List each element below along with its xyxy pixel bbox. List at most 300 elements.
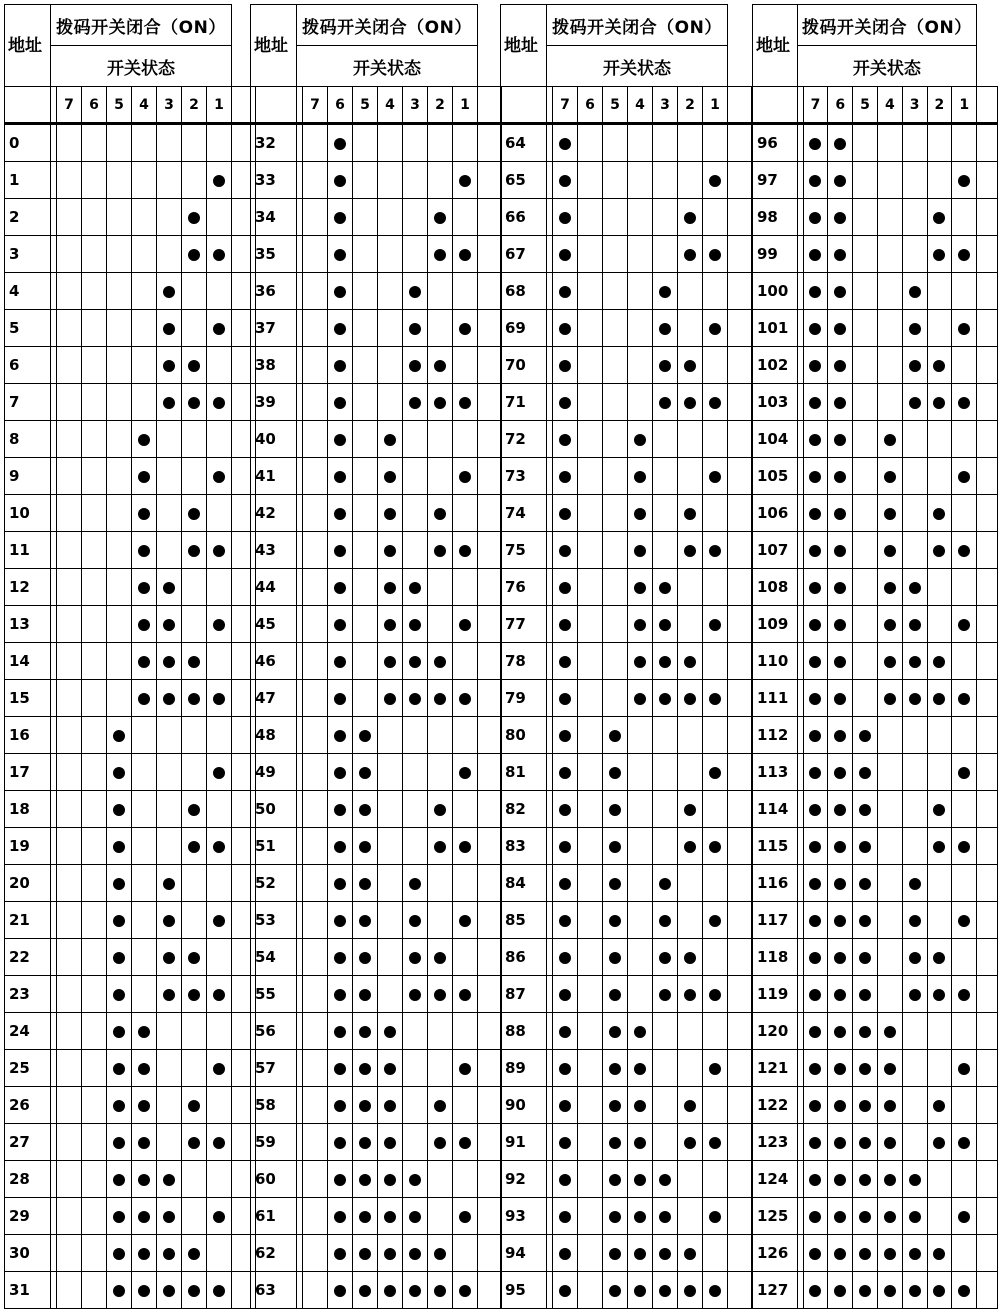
address-cell: 26: [5, 1087, 51, 1124]
switch-on-dot: [163, 1285, 175, 1297]
switch-cell: [207, 939, 232, 976]
switch-cell: [653, 1272, 678, 1309]
switch-on-dot: [634, 1248, 646, 1260]
switch-cell: [303, 199, 328, 236]
spacer-cell: [478, 5, 502, 87]
address-cell: 124: [753, 1161, 798, 1198]
switch-cell: [157, 976, 182, 1013]
switch-cell: [853, 124, 878, 162]
switch-cell: [553, 680, 578, 717]
switch-cell: [678, 310, 703, 347]
dip-table: [752, 4, 998, 1309]
switch-on-dot: [834, 841, 846, 853]
switch-on-dot: [834, 249, 846, 261]
address-cell: 103: [753, 384, 798, 421]
dip-table: [4, 4, 256, 1309]
switch-on-dot: [809, 286, 821, 298]
switch-on-dot: [409, 1285, 421, 1297]
switch-cell: [328, 162, 353, 199]
switch-cell: [653, 310, 678, 347]
switch-on-dot: [113, 915, 125, 927]
switch-cell: [653, 902, 678, 939]
switch-on-dot: [459, 175, 471, 187]
switch-cell: [182, 1013, 207, 1050]
switch-on-dot: [384, 1248, 396, 1260]
switch-cell: [952, 680, 977, 717]
switch-on-dot: [958, 323, 970, 335]
switch-cell: [678, 347, 703, 384]
switch-cell: [952, 495, 977, 532]
switch-on-dot: [163, 360, 175, 372]
address-cell: 102: [753, 347, 798, 384]
spacer-cell: [478, 347, 502, 384]
switch-cell: [403, 532, 428, 569]
switch-on-dot: [609, 804, 621, 816]
switch-on-dot: [113, 1063, 125, 1075]
spacer-cell: [478, 273, 502, 310]
switch-cell: [877, 976, 902, 1013]
switch-cell: [132, 1124, 157, 1161]
switch-cell: [828, 162, 853, 199]
bit-label: 3: [653, 87, 678, 124]
switch-cell: [703, 199, 728, 236]
switch-cell: [132, 976, 157, 1013]
switch-on-dot: [958, 619, 970, 631]
table-row: [5, 828, 256, 865]
switch-cell: [428, 236, 453, 273]
switch-cell: [628, 606, 653, 643]
spacer-cell: [728, 606, 752, 643]
address-cell: 115: [753, 828, 798, 865]
switch-on-dot: [709, 545, 721, 557]
switch-cell: [403, 1050, 428, 1087]
switch-cell: [328, 754, 353, 791]
switch-cell: [428, 828, 453, 865]
switch-cell: [703, 606, 728, 643]
switch-on-dot: [834, 360, 846, 372]
switch-on-dot: [384, 1211, 396, 1223]
spacer-cell: [728, 532, 752, 569]
switch-cell: [703, 532, 728, 569]
switch-cell: [828, 828, 853, 865]
switch-cell: [828, 421, 853, 458]
switch-cell: [853, 384, 878, 421]
switch-on-dot: [684, 693, 696, 705]
switch-cell: [853, 347, 878, 384]
bit-label: 7: [803, 87, 828, 124]
switch-cell: [703, 643, 728, 680]
dip-table: [250, 4, 502, 1309]
switch-cell: [902, 569, 927, 606]
switch-cell: [828, 236, 853, 273]
switch-cell: [353, 569, 378, 606]
switch-cell: [378, 791, 403, 828]
switch-cell: [628, 347, 653, 384]
switch-on-dot: [809, 360, 821, 372]
switch-cell: [927, 273, 952, 310]
switch-cell: [703, 791, 728, 828]
table-row: [753, 310, 998, 347]
switch-on-dot: [409, 619, 421, 631]
table-row: [501, 1161, 752, 1198]
switch-on-dot: [909, 1248, 921, 1260]
switch-cell: [132, 1013, 157, 1050]
switch-cell: [902, 1272, 927, 1309]
switch-cell: [182, 347, 207, 384]
switch-cell: [453, 1087, 478, 1124]
switch-cell: [378, 606, 403, 643]
switch-cell: [403, 1013, 428, 1050]
spacer-cell: [728, 162, 752, 199]
spacer-cell: [728, 236, 752, 273]
switch-cell: [853, 828, 878, 865]
switch-cell: [828, 754, 853, 791]
switch-on-dot: [559, 471, 571, 483]
switch-on-dot: [659, 1285, 671, 1297]
spacer-cell: [977, 1198, 998, 1235]
switch-cell: [107, 1198, 132, 1235]
switch-cell: [703, 828, 728, 865]
switch-on-dot: [709, 1211, 721, 1223]
switch-cell: [378, 273, 403, 310]
switch-on-dot: [809, 1211, 821, 1223]
switch-cell: [952, 1087, 977, 1124]
switch-on-dot: [909, 1174, 921, 1186]
switch-cell: [703, 717, 728, 754]
switch-cell: [653, 865, 678, 902]
switch-on-dot: [359, 1063, 371, 1075]
switch-cell: [603, 865, 628, 902]
switch-cell: [703, 1013, 728, 1050]
switch-on-dot: [809, 175, 821, 187]
address-cell: 87: [501, 976, 547, 1013]
switch-on-dot: [659, 1248, 671, 1260]
table-row: [251, 124, 502, 162]
switch-cell: [578, 717, 603, 754]
address-cell: 30: [5, 1235, 51, 1272]
switch-state-subtitle: 开关状态: [547, 46, 728, 87]
switch-cell: [107, 384, 132, 421]
switch-cell: [207, 1013, 232, 1050]
switch-cell: [952, 273, 977, 310]
switch-cell: [428, 569, 453, 606]
switch-cell: [132, 162, 157, 199]
switch-on-dot: [459, 1285, 471, 1297]
switch-on-dot: [559, 1174, 571, 1186]
switch-cell: [132, 458, 157, 495]
switch-cell: [553, 1198, 578, 1235]
switch-cell: [157, 791, 182, 828]
spacer-cell: [478, 791, 502, 828]
switch-cell: [877, 939, 902, 976]
switch-cell: [927, 865, 952, 902]
switch-cell: [603, 124, 628, 162]
switch-cell: [877, 532, 902, 569]
spacer-cell: [977, 680, 998, 717]
switch-cell: [107, 1013, 132, 1050]
switch-cell: [703, 1272, 728, 1309]
switch-on-dot: [659, 286, 671, 298]
switch-cell: [553, 865, 578, 902]
switch-cell: [927, 643, 952, 680]
switch-cell: [603, 1124, 628, 1161]
switch-cell: [902, 1198, 927, 1235]
table-row: [753, 643, 998, 680]
table-row: [5, 643, 256, 680]
address-cell: 11: [5, 532, 51, 569]
switch-cell: [303, 569, 328, 606]
table-row: [251, 717, 502, 754]
switch-on-dot: [409, 286, 421, 298]
switch-cell: [82, 273, 107, 310]
table-row: [251, 384, 502, 421]
spacer-cell: [478, 569, 502, 606]
switch-cell: [57, 162, 82, 199]
switch-cell: [453, 643, 478, 680]
switch-cell: [453, 199, 478, 236]
switch-on-dot: [859, 841, 871, 853]
table-row: [753, 458, 998, 495]
bit-label: 4: [628, 87, 653, 124]
switch-cell: [603, 162, 628, 199]
switch-cell: [853, 421, 878, 458]
switch-state-subtitle: 开关状态: [51, 46, 232, 87]
spacer-cell: [728, 1013, 752, 1050]
switch-cell: [207, 1161, 232, 1198]
table-row: [753, 124, 998, 162]
switch-on-dot: [909, 397, 921, 409]
switch-cell: [703, 384, 728, 421]
switch-on-dot: [609, 841, 621, 853]
switch-cell: [453, 495, 478, 532]
switch-on-dot: [559, 397, 571, 409]
switch-cell: [877, 124, 902, 162]
switch-on-dot: [459, 619, 471, 631]
switch-cell: [107, 162, 132, 199]
switch-cell: [428, 1087, 453, 1124]
switch-cell: [403, 1161, 428, 1198]
switch-cell: [107, 421, 132, 458]
switch-cell: [132, 495, 157, 532]
spacer-cell: [728, 347, 752, 384]
switch-on-dot: [409, 878, 421, 890]
switch-cell: [453, 680, 478, 717]
switch-cell: [628, 1235, 653, 1272]
address-cell: 83: [501, 828, 547, 865]
switch-on-dot: [334, 1248, 346, 1260]
switch-cell: [853, 606, 878, 643]
switch-on-dot: [188, 1285, 200, 1297]
switch-cell: [877, 1198, 902, 1235]
switch-cell: [378, 1198, 403, 1235]
switch-cell: [877, 495, 902, 532]
switch-cell: [182, 495, 207, 532]
table-row: [753, 902, 998, 939]
switch-cell: [157, 1198, 182, 1235]
switch-cell: [678, 458, 703, 495]
switch-cell: [828, 347, 853, 384]
switch-on-dot: [113, 878, 125, 890]
address-cell: 57: [251, 1050, 297, 1087]
switch-cell: [57, 1124, 82, 1161]
table-row: [251, 199, 502, 236]
switch-cell: [628, 828, 653, 865]
switch-on-dot: [559, 360, 571, 372]
address-cell: 53: [251, 902, 297, 939]
switch-cell: [107, 458, 132, 495]
switch-on-dot: [958, 249, 970, 261]
switch-on-dot: [958, 841, 970, 853]
switch-on-dot: [384, 1100, 396, 1112]
switch-cell: [132, 1087, 157, 1124]
table-row: [5, 791, 256, 828]
switch-cell: [303, 1050, 328, 1087]
switch-cell: [628, 495, 653, 532]
address-cell: 50: [251, 791, 297, 828]
switch-cell: [603, 1087, 628, 1124]
switch-cell: [453, 791, 478, 828]
table-row: [5, 569, 256, 606]
switch-on-dot: [559, 656, 571, 668]
switch-cell: [57, 1087, 82, 1124]
switch-cell: [57, 976, 82, 1013]
address-cell: 33: [251, 162, 297, 199]
address-cell: 119: [753, 976, 798, 1013]
switch-cell: [703, 458, 728, 495]
spacer-cell: [728, 754, 752, 791]
switch-on-dot: [409, 656, 421, 668]
address-cell: 106: [753, 495, 798, 532]
switch-cell: [328, 1235, 353, 1272]
switch-cell: [703, 421, 728, 458]
switch-cell: [628, 643, 653, 680]
switch-cell: [653, 828, 678, 865]
switch-on-dot: [559, 767, 571, 779]
switch-on-dot: [334, 508, 346, 520]
table-row: [5, 1087, 256, 1124]
switch-cell: [303, 939, 328, 976]
switch-cell: [57, 236, 82, 273]
switch-on-dot: [459, 841, 471, 853]
switch-cell: [902, 458, 927, 495]
switch-on-dot: [634, 471, 646, 483]
switch-cell: [82, 421, 107, 458]
spacer-cell: [478, 902, 502, 939]
switch-cell: [678, 1198, 703, 1235]
switch-cell: [803, 495, 828, 532]
switch-cell: [678, 384, 703, 421]
address-cell: 114: [753, 791, 798, 828]
spacer-cell: [478, 1272, 502, 1309]
switch-cell: [157, 421, 182, 458]
switch-cell: [902, 754, 927, 791]
switch-cell: [578, 1198, 603, 1235]
address-cell: 123: [753, 1124, 798, 1161]
switch-on-dot: [909, 656, 921, 668]
switch-cell: [157, 273, 182, 310]
switch-cell: [853, 976, 878, 1013]
bit-label: 7: [553, 87, 578, 124]
switch-cell: [578, 1050, 603, 1087]
spacer-cell: [478, 199, 502, 236]
switch-on-dot: [334, 1174, 346, 1186]
switch-on-dot: [459, 323, 471, 335]
table-row: [753, 939, 998, 976]
switch-cell: [428, 458, 453, 495]
switch-cell: [578, 1013, 603, 1050]
switch-cell: [952, 236, 977, 273]
switch-on-dot: [434, 656, 446, 668]
table-row: [251, 1124, 502, 1161]
address-cell: 32: [251, 124, 297, 162]
address-cell: 24: [5, 1013, 51, 1050]
switch-cell: [428, 1198, 453, 1235]
switch-cell: [453, 754, 478, 791]
switch-cell: [603, 606, 628, 643]
switch-on-dot: [933, 508, 945, 520]
table-row: [5, 865, 256, 902]
switch-cell: [803, 458, 828, 495]
switch-cell: [207, 1198, 232, 1235]
table-row: [501, 1013, 752, 1050]
table-row: [251, 458, 502, 495]
switch-cell: [628, 1087, 653, 1124]
switch-cell: [653, 199, 678, 236]
switch-on-dot: [634, 619, 646, 631]
switch-on-dot: [884, 545, 896, 557]
switch-cell: [853, 569, 878, 606]
switch-on-dot: [334, 1211, 346, 1223]
table-row: [501, 680, 752, 717]
switch-cell: [328, 384, 353, 421]
switch-cell: [853, 310, 878, 347]
switch-on-dot: [684, 804, 696, 816]
switch-on-dot: [113, 1285, 125, 1297]
switch-on-dot: [684, 360, 696, 372]
switch-cell: [628, 421, 653, 458]
bit-label: 5: [353, 87, 378, 124]
spacer-cell: [977, 236, 998, 273]
switch-cell: [82, 1272, 107, 1309]
switch-cell: [927, 199, 952, 236]
switch-on-dot: [334, 323, 346, 335]
spacer-cell: [478, 236, 502, 273]
switch-cell: [902, 199, 927, 236]
switch-on-dot: [958, 1137, 970, 1149]
switch-on-dot: [213, 1137, 225, 1149]
spacer-cell: [728, 310, 752, 347]
switch-cell: [603, 976, 628, 1013]
switch-cell: [553, 606, 578, 643]
switch-cell: [182, 754, 207, 791]
address-cell: 95: [501, 1272, 547, 1309]
switch-cell: [107, 1161, 132, 1198]
table-row: [251, 347, 502, 384]
switch-cell: [57, 717, 82, 754]
switch-on-dot: [933, 952, 945, 964]
switch-cell: [902, 643, 927, 680]
switch-cell: [428, 865, 453, 902]
switch-on-dot: [559, 1137, 571, 1149]
address-cell: 113: [753, 754, 798, 791]
switch-cell: [403, 680, 428, 717]
spacer-cell: [977, 532, 998, 569]
switch-cell: [927, 310, 952, 347]
table-row: [501, 606, 752, 643]
switch-cell: [653, 791, 678, 828]
switch-cell: [82, 310, 107, 347]
switch-cell: [107, 1124, 132, 1161]
